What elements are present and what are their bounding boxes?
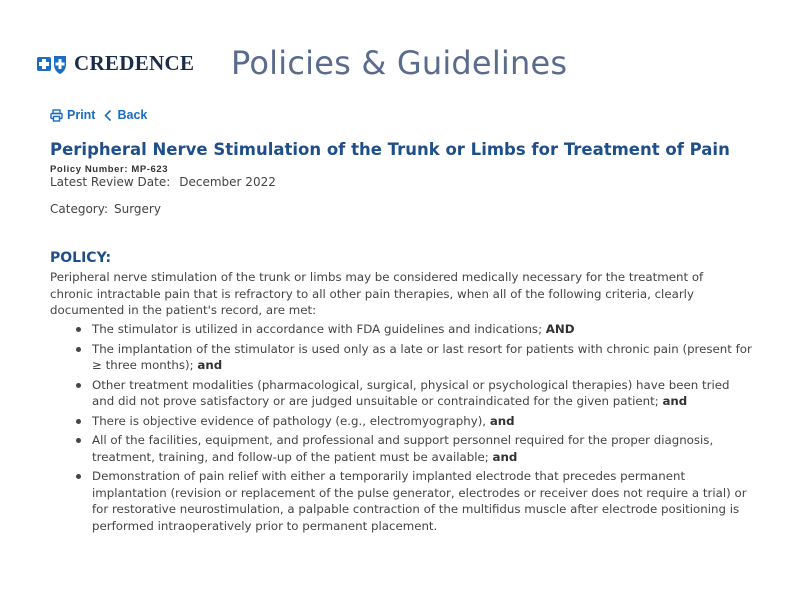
criterion-conjunction: and: [489, 413, 515, 428]
criterion-text: There is objective evidence of pathology (e.g., electromyography),: [92, 413, 487, 428]
criterion-text: The implantation of the stimulator is used only as a late or last resort for patients with chronic pain (present for ≥ three months);: [92, 341, 752, 372]
list-item: [74, 413, 754, 430]
policy-title: Peripheral Nerve Stimulation of the Trunk or Limbs for Treatment of Pain: [50, 140, 730, 159]
criterion-text: The stimulator is utilized in accordance with FDA guidelines and indications;: [92, 322, 543, 336]
page-header: [36, 44, 776, 84]
category: [50, 202, 161, 216]
brand-logo[interactable]: [36, 51, 194, 76]
action-bar: [50, 108, 147, 122]
bullet-icon: [76, 474, 81, 479]
bullet-icon: [76, 327, 81, 332]
print-label: Print: [67, 108, 96, 122]
list-item: [74, 468, 754, 534]
brand-name: CREDENCE: [74, 51, 195, 75]
list-item: [74, 432, 754, 465]
bullet-icon: [76, 383, 81, 388]
chevron-left-icon: [103, 109, 113, 122]
category-value: Surgery: [113, 202, 161, 216]
back-button[interactable]: [103, 108, 147, 122]
list-item: [74, 321, 754, 338]
review-date-value: December 2022: [179, 175, 276, 189]
list-item: [74, 377, 754, 410]
policy-intro: Peripheral nerve stimulation of the trunk or limbs may be considered medically necessary for the treatment of chronic intractable pain that is refractory to all other pain therapies, when all of the following criteria, clearly documented in the patient's record, are met:: [50, 270, 704, 317]
criterion-conjunction: and: [197, 358, 223, 372]
criterion-conjunction: and: [492, 449, 518, 464]
list-item: [74, 341, 754, 374]
criterion-conjunction: AND: [545, 322, 575, 336]
criterion-text: All of the facilities, equipment, and professional and support personnel required for the proper diagnosis, treatment, training, and follow-up of the patient must be available;: [92, 433, 714, 464]
criterion-conjunction: and: [662, 394, 688, 408]
bullet-icon: [76, 347, 81, 352]
page-title: Policies & Guidelines: [231, 44, 568, 82]
review-date-label: Latest Review Date:: [50, 175, 171, 189]
policy-number: Policy Number: MP-623: [50, 164, 169, 175]
bullet-icon: [76, 419, 81, 424]
cross-shield-logo-icon: [36, 53, 68, 75]
section-heading: POLICY:: [50, 250, 112, 266]
bullet-icon: [76, 438, 81, 443]
print-button[interactable]: [50, 108, 95, 122]
criterion-text: Demonstration of pain relief with either a temporarily implanted electrode that precedes permanent implantation (revision or replacement of the pulse generator, electrodes or receiver does not require a trial) or for restorative neurostimulation, a palpable contraction of the multifidus muscle after electrode positioning is performed intraoperatively prior to permanent placement.: [92, 469, 747, 533]
category-label: Category:: [50, 202, 108, 216]
criteria-list: [74, 321, 754, 537]
printer-icon: [50, 109, 63, 122]
review-date: [50, 175, 276, 189]
criterion-text: Other treatment modalities (pharmacological, surgical, physical or psychological therapies) have been tried and did not prove satisfactory or are judged unsuitable or contraindicated for the given patient;: [92, 377, 730, 408]
back-label: Back: [117, 108, 148, 122]
